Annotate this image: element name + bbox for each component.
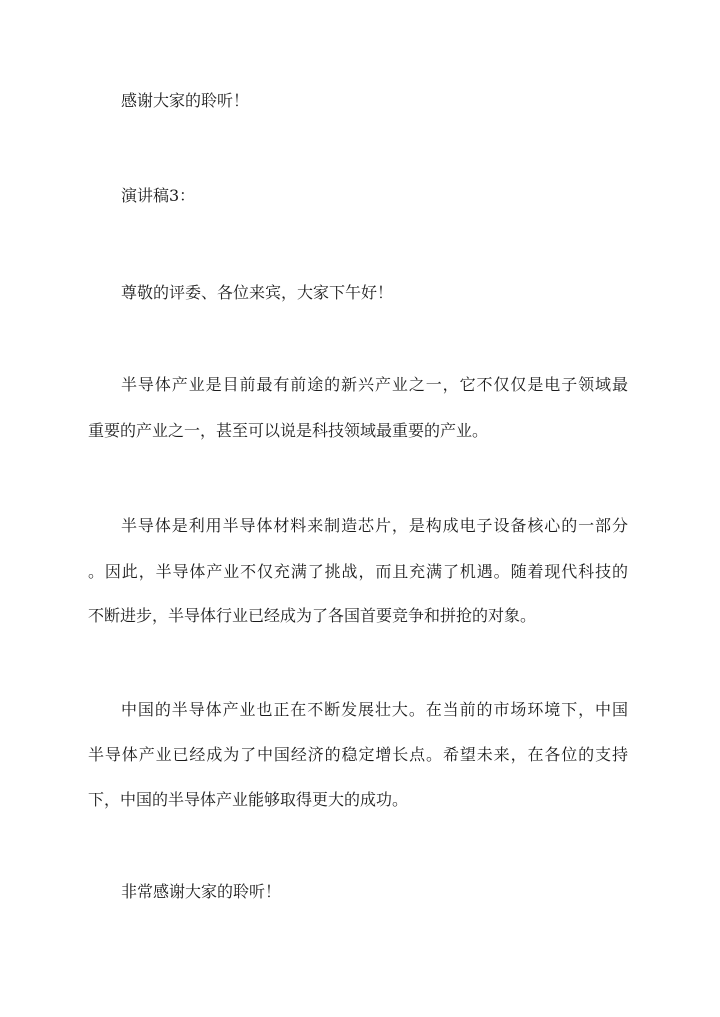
paragraph-line: 中国的半导体产业也正在不断发展壮大。在当前的市场环境下，中国 xyxy=(121,700,628,719)
paragraph-line: 。因此，半导体产业不仅充满了挑战，而且充满了机遇。随着现代科技的 xyxy=(88,562,628,581)
paragraph-line: 半导体产业已经成为了中国经济的稳定增长点。希望未来，在各位的支持 xyxy=(88,745,628,764)
closing-paragraph: 非常感谢大家的聆听！ xyxy=(121,882,282,901)
greeting-paragraph: 尊敬的评委、各位来宾，大家下午好！ xyxy=(121,283,394,302)
paragraph-line: 半导体产业是目前最有前途的新兴产业之一，它不仅仅是电子领域最 xyxy=(121,375,628,394)
paragraph-line: 半导体是利用半导体材料来制造芯片，是构成电子设备核心的一部分 xyxy=(121,516,628,535)
speech-title: 演讲稿3： xyxy=(121,186,196,205)
paragraph-line: 重要的产业之一，甚至可以说是科技领域最重要的产业。 xyxy=(88,421,489,440)
paragraph-line: 下，中国的半导体产业能够取得更大的成功。 xyxy=(88,790,409,809)
paragraph-line: 不断进步，半导体行业已经成为了各国首要竞争和拼抢的对象。 xyxy=(88,606,537,625)
thanks-paragraph: 感谢大家的聆听！ xyxy=(121,91,250,110)
